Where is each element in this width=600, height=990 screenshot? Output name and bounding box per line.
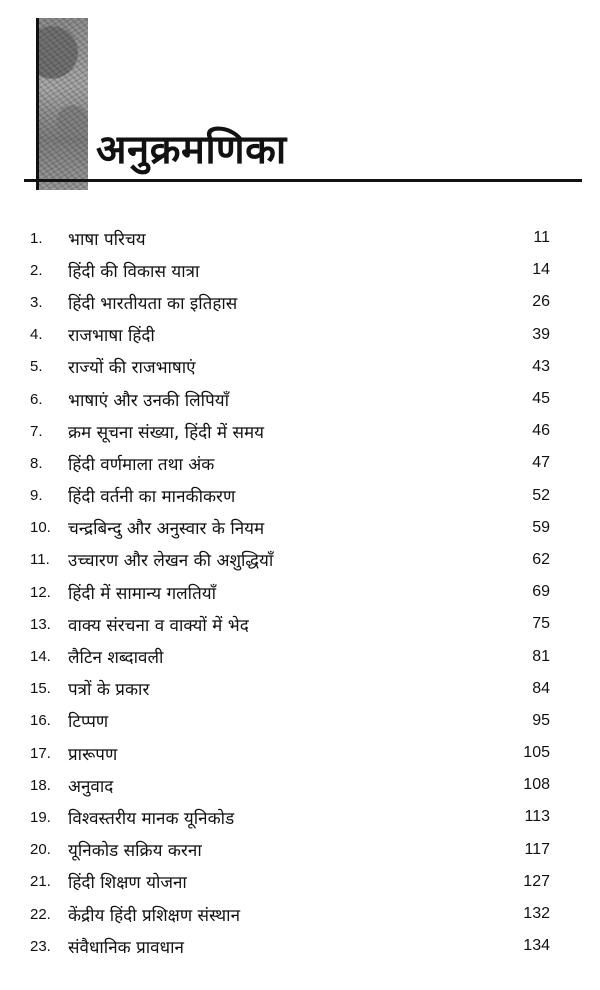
toc-entry[interactable] <box>30 544 550 576</box>
toc-entry-page-number: 62 <box>532 550 550 568</box>
toc-entry-page-number: 26 <box>532 293 550 311</box>
decorative-texture-block <box>36 18 88 190</box>
toc-entry-page-number: 47 <box>532 454 550 472</box>
toc-entry-title: भाषाएं और उनकी लिपियाँ <box>68 390 230 411</box>
toc-entry-page-number: 52 <box>532 486 550 504</box>
toc-entry-page-number: 11 <box>533 229 550 247</box>
toc-entry-number: 21. <box>30 873 51 891</box>
toc-entry-number: 4. <box>30 326 43 344</box>
toc-entry-title: हिंदी भारतीयता का इतिहास <box>68 293 238 314</box>
toc-entry-number: 3. <box>30 293 43 311</box>
toc-entry[interactable] <box>30 222 550 254</box>
toc-entry-title: लैटिन शब्दावली <box>68 648 164 669</box>
toc-entry-page-number: 105 <box>523 744 550 762</box>
toc-entry-number: 22. <box>30 905 51 923</box>
toc-entry-title: क्रम सूचना संख्या, हिंदी में समय <box>68 422 265 443</box>
toc-entry[interactable] <box>30 801 550 833</box>
toc-entry-page-number: 81 <box>532 647 550 665</box>
toc-entry-number: 11. <box>30 551 50 569</box>
toc-entry[interactable] <box>30 866 550 898</box>
toc-entry-page-number: 132 <box>523 905 550 923</box>
toc-entry-page-number: 69 <box>532 583 550 601</box>
toc-entry[interactable] <box>30 640 550 672</box>
toc-entry-page-number: 117 <box>524 840 550 858</box>
toc-entry[interactable] <box>30 254 550 286</box>
toc-entry-title: उच्चारण और लेखन की अशुद्धियाँ <box>68 551 274 572</box>
toc-entry-title: संवैधानिक प्रावधान <box>68 937 184 958</box>
toc-entry-number: 6. <box>30 390 43 408</box>
toc-entry-page-number: 75 <box>532 615 550 633</box>
toc-entry-number: 1. <box>30 229 43 247</box>
toc-entry-title: हिंदी की विकास यात्रा <box>68 261 200 282</box>
toc-entry[interactable] <box>30 286 550 318</box>
toc-entry-number: 9. <box>30 487 43 505</box>
toc-entry[interactable] <box>30 383 550 415</box>
toc-entry-title: प्रारूपण <box>68 744 118 765</box>
page-title: अनुक्रमणिका <box>96 127 287 173</box>
toc-entry[interactable] <box>30 512 550 544</box>
toc-entry-title: राजभाषा हिंदी <box>68 326 155 347</box>
toc-entry-title: केंद्रीय हिंदी प्रशिक्षण संस्थान <box>68 905 240 926</box>
toc-entry-number: 17. <box>30 744 51 762</box>
toc-entry-number: 20. <box>30 841 51 859</box>
toc-entry[interactable] <box>30 673 550 705</box>
toc-entry-number: 5. <box>30 358 43 376</box>
toc-entry-title: राज्यों की राजभाषाएं <box>68 358 196 379</box>
toc-entry[interactable] <box>30 737 550 769</box>
toc-entry[interactable] <box>30 834 550 866</box>
toc-entry[interactable] <box>30 898 550 930</box>
toc-entry-number: 7. <box>30 422 43 440</box>
toc-entry-number: 19. <box>30 808 51 826</box>
toc-entry[interactable] <box>30 576 550 608</box>
toc-entry-title: वाक्य संरचना व वाक्यों में भेद <box>68 615 249 636</box>
toc-entry-title: टिप्पण <box>68 712 109 733</box>
toc-entry-page-number: 108 <box>523 776 550 794</box>
toc-entry-page-number: 113 <box>524 808 550 826</box>
toc-entry-number: 12. <box>30 583 51 601</box>
toc-entry-page-number: 43 <box>532 357 550 375</box>
toc-entry-number: 18. <box>30 776 51 794</box>
toc-entry-page-number: 95 <box>532 711 550 729</box>
toc-entry-page-number: 45 <box>532 390 550 408</box>
toc-entry-number: 16. <box>30 712 51 730</box>
toc-entry[interactable] <box>30 705 550 737</box>
toc-entry-page-number: 127 <box>523 872 550 890</box>
toc-entry-page-number: 39 <box>532 325 550 343</box>
toc-entry-number: 10. <box>30 519 51 537</box>
toc-entry-number: 8. <box>30 454 43 472</box>
toc-entry-title: पत्रों के प्रकार <box>68 680 150 701</box>
toc-entry-title: हिंदी वर्णमाला तथा अंक <box>68 454 215 475</box>
toc-entry-page-number: 46 <box>532 422 550 440</box>
table-of-contents <box>30 222 550 962</box>
toc-entry-number: 23. <box>30 937 51 955</box>
toc-entry-title: भाषा परिचय <box>68 229 146 250</box>
toc-entry-number: 2. <box>30 261 43 279</box>
toc-entry-title: चन्द्रबिन्दु और अनुस्वार के नियम <box>68 519 265 540</box>
toc-entry-page-number: 59 <box>532 518 550 536</box>
toc-entry-title: हिंदी वर्तनी का मानकीकरण <box>68 487 236 508</box>
toc-entry-page-number: 14 <box>532 261 550 279</box>
toc-entry[interactable] <box>30 351 550 383</box>
toc-entry-title: अनुवाद <box>68 776 114 797</box>
toc-entry-title: हिंदी में सामान्य गलतियाँ <box>68 583 217 604</box>
toc-entry-number: 13. <box>30 615 51 633</box>
toc-entry-page-number: 134 <box>523 937 550 955</box>
title-underline <box>24 179 582 182</box>
toc-entry-title: हिंदी शिक्षण योजना <box>68 873 187 894</box>
toc-entry[interactable] <box>30 480 550 512</box>
toc-entry-page-number: 84 <box>532 679 550 697</box>
toc-entry[interactable] <box>30 415 550 447</box>
toc-entry[interactable] <box>30 447 550 479</box>
toc-entry-title: विश्वस्तरीय मानक यूनिकोड <box>68 808 235 829</box>
toc-entry-number: 14. <box>30 648 51 666</box>
toc-entry-number: 15. <box>30 680 51 698</box>
toc-entry[interactable] <box>30 930 550 962</box>
toc-entry[interactable] <box>30 608 550 640</box>
decorative-vertical-rule <box>36 18 39 190</box>
toc-entry[interactable] <box>30 319 550 351</box>
toc-entry-title: यूनिकोड सक्रिय करना <box>68 841 202 862</box>
toc-entry[interactable] <box>30 769 550 801</box>
